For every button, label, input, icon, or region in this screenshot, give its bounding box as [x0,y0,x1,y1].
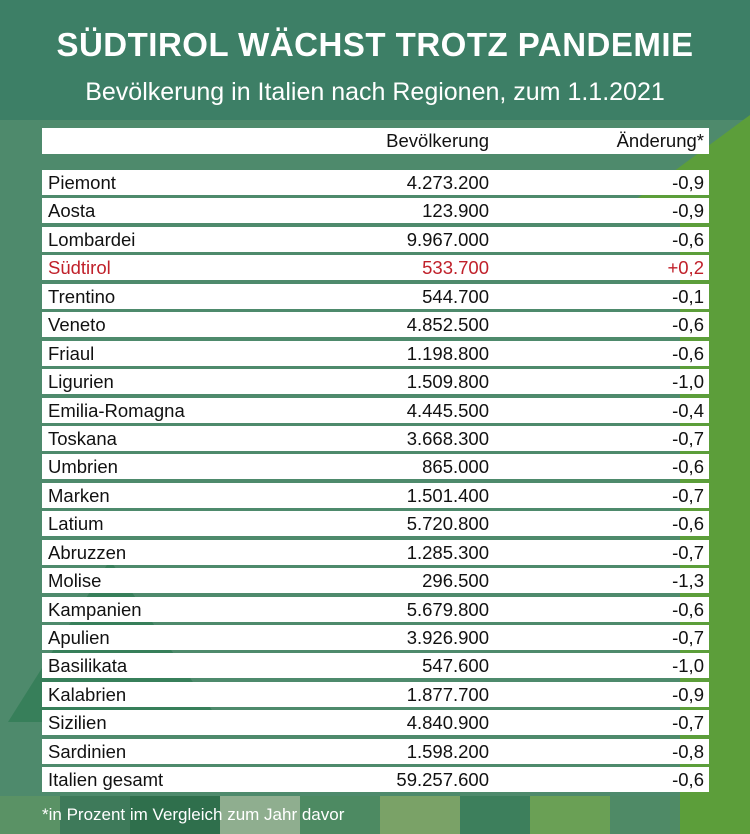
population-value: 9.967.000 [406,228,489,250]
region-name: Kampanien [48,598,142,620]
table-row [42,198,709,223]
region-name: Piemont [48,172,116,193]
population-value: 123.900 [422,200,489,222]
population-value: 544.700 [422,285,489,307]
change-value: -0,6 [672,342,704,364]
population-value: 1.285.300 [406,541,489,563]
table-body [42,170,709,796]
region-name: Ligurien [48,371,114,393]
region-name: Umbrien [48,456,118,478]
table-row [42,426,709,451]
population-value: 3.926.900 [406,627,489,648]
change-value: -0,7 [672,484,704,506]
region-name: Molise [48,570,102,592]
table-row [42,597,709,622]
region-name: Apulien [48,627,110,648]
table-row [42,398,709,423]
population-value: 4.852.500 [406,314,489,336]
region-name: Sardinien [48,740,127,762]
table-row [42,255,709,280]
population-value: 296.500 [422,570,489,592]
table-row [42,767,709,792]
table-row [42,682,709,707]
change-value: -0,6 [672,598,704,620]
region-name: Basilikata [48,655,128,677]
table-row [42,284,709,309]
population-value: 1.501.400 [406,484,489,506]
table-row [42,341,709,366]
table-row [42,312,709,337]
table-row [42,369,709,394]
population-value: 3.668.300 [406,427,489,449]
population-value: 547.600 [422,655,489,677]
table-row [42,227,709,252]
table-row [42,739,709,764]
chart-subtitle: Bevölkerung in Italien nach Regionen, zum 1.1.2021 [85,78,665,106]
table-row [42,170,709,195]
change-value: +0,2 [667,257,704,279]
change-value: -0,4 [672,399,704,421]
change-value: -0,7 [672,427,704,449]
population-value: 4.445.500 [406,399,489,421]
change-value: -0,6 [672,456,704,478]
table-row [42,625,709,650]
population-value: 1.598.200 [406,740,489,762]
change-value: -0,9 [672,683,704,705]
region-name: Italien gesamt [48,769,164,791]
footnote: *in Prozent im Vergleich zum Jahr davor [42,805,345,824]
change-value: -0,9 [672,200,704,222]
region-name: Latium [48,513,104,535]
change-value: -1,3 [672,570,704,592]
change-value: -0,8 [672,740,704,762]
table-row [42,483,709,508]
region-name: Toskana [48,427,117,449]
change-value: -1,0 [672,655,704,677]
change-value: -0,7 [672,712,704,734]
table-row [42,540,709,565]
region-name: Kalabrien [48,683,127,705]
population-value: 4.840.900 [406,712,489,734]
change-value: -0,6 [672,513,704,535]
region-name: Veneto [48,314,106,336]
change-value: -0,6 [672,769,704,791]
population-value: 4.273.200 [406,172,489,193]
chart-title: SÜDTIROL WÄCHST TROTZ PANDEMIE [56,26,694,63]
table-row [42,511,709,536]
population-value: 1.198.800 [406,342,489,364]
table-row [42,653,709,678]
change-value: -1,0 [672,371,704,393]
population-value: 1.877.700 [406,683,489,705]
region-name: Lombardei [48,228,136,250]
change-value: -0,9 [672,172,704,193]
region-name: Trentino [48,285,116,307]
table-row [42,568,709,593]
region-name: Emilia-Romagna [48,399,185,421]
population-value: 5.720.800 [406,513,489,535]
population-value: 865.000 [422,456,489,478]
population-value: 59.257.600 [396,769,489,791]
population-value: 5.679.800 [406,598,489,620]
change-value: -0,6 [672,228,704,250]
change-value: -0,7 [672,541,704,563]
header-change: Änderung* [616,130,704,151]
table-row [42,710,709,735]
change-value: -0,7 [672,627,704,648]
change-value: -0,6 [672,314,704,336]
change-value: -0,1 [672,285,704,307]
population-value: 533.700 [422,257,489,279]
region-name: Südtirol [48,257,111,279]
header-population: Bevölkerung [386,130,489,151]
region-name: Aosta [48,200,96,222]
region-name: Marken [48,484,110,506]
table-row [42,454,709,479]
region-name: Sizilien [48,712,107,734]
population-value: 1.509.800 [406,371,489,393]
region-name: Abruzzen [48,541,127,563]
region-name: Friaul [48,342,95,364]
table-header [42,128,709,154]
